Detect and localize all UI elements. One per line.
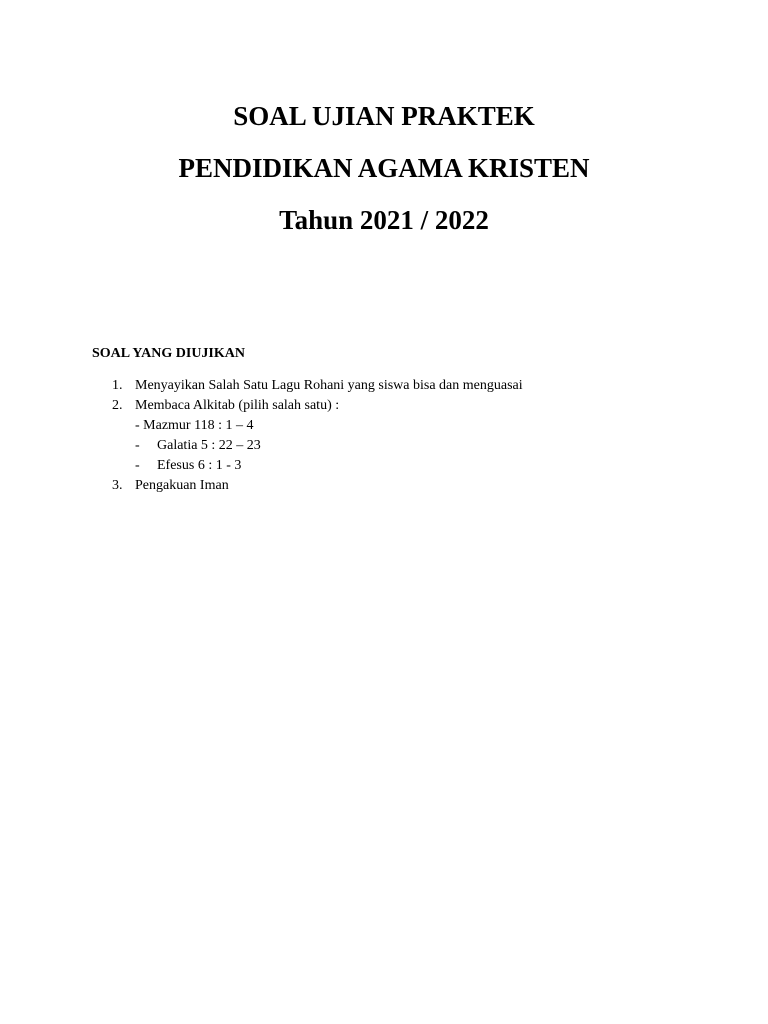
question-list <box>0 376 768 496</box>
question-item <box>0 376 768 396</box>
question-text: Membaca Alkitab (pilih salah satu) : <box>135 398 340 413</box>
reading-option <box>0 436 768 456</box>
title-line-3: Tahun 2021 / 2022 <box>279 205 489 235</box>
reading-option-dash: - <box>135 458 140 473</box>
reading-option-dash: - <box>135 438 140 453</box>
reading-option-text: - Mazmur 118 : 1 – 4 <box>135 418 254 433</box>
reading-option <box>0 456 768 476</box>
question-number: 3. <box>112 478 123 493</box>
question-number: 2. <box>112 398 123 413</box>
question-item <box>0 396 768 416</box>
section-heading: SOAL YANG DIUJIKAN <box>92 346 245 361</box>
question-text: Pengakuan Iman <box>135 478 229 493</box>
title-line-2: PENDIDIKAN AGAMA KRISTEN <box>178 153 590 183</box>
question-text: Menyayikan Salah Satu Lagu Rohani yang siswa bisa dan menguasai <box>135 378 523 393</box>
reading-option <box>0 416 768 436</box>
question-number: 1. <box>112 378 123 393</box>
reading-option-text: Efesus 6 : 1 - 3 <box>157 458 242 473</box>
reading-option-text: Galatia 5 : 22 – 23 <box>157 438 261 453</box>
question-item <box>0 476 768 496</box>
title-line-1: SOAL UJIAN PRAKTEK <box>233 101 535 131</box>
document-title <box>0 90 768 246</box>
